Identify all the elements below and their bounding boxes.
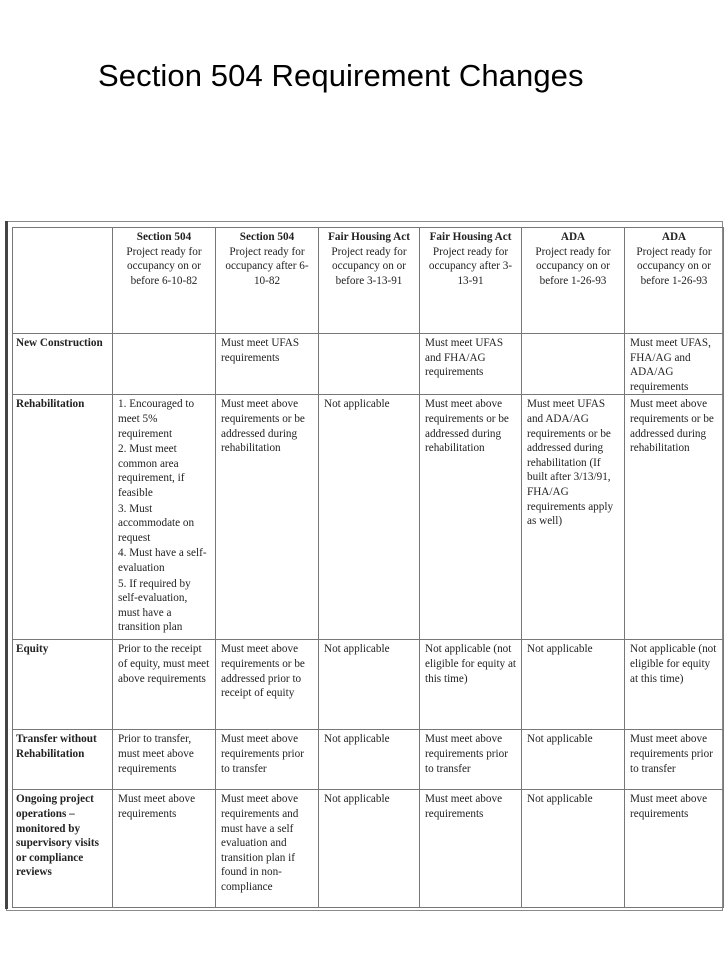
table-cell: Must meet above requirements [625,790,724,908]
column-title: ADA [661,231,687,243]
table-cell: Must meet above requirements [113,790,216,908]
table-row [13,334,724,395]
column-subtitle: Project ready for occupancy on or before 1-26-93 [636,245,712,287]
table-cell: Must meet above requirements or be addressed during rehabilitation [216,395,319,640]
column-subtitle: Project ready for occupancy on or before 3-13-91 [331,245,407,287]
table-cell: Not applicable [319,395,420,640]
table-cell: Not applicable (not eligible for equity at this time) [625,640,724,730]
column-header [420,228,522,334]
table-cell: Not applicable [522,730,625,790]
table-cell: Not applicable [319,790,420,908]
table-cell: Must meet above requirements or be addressed prior to receipt of equity [216,640,319,730]
column-title: Fair Housing Act [328,231,410,243]
list-item: 3. Must accommodate on request [118,502,195,544]
column-subtitle: Project ready for occupancy on or before 6-10-82 [126,245,202,287]
table-cell [113,395,216,640]
column-header [113,228,216,334]
table-cell: Must meet UFAS and FHA/AG requirements [420,334,522,395]
table-row [13,395,724,640]
row-label: New Construction [13,334,113,395]
table-row [13,790,724,908]
row-label: Equity [13,640,113,730]
table-cell: Prior to transfer, must meet above requirements [113,730,216,790]
row-label: Rehabilitation [13,395,113,640]
table-cell: Must meet above requirements or be addressed during rehabilitation [625,395,724,640]
slide-title: Section 504 Requirement Changes [98,58,584,93]
column-title: Fair Housing Act [429,231,512,243]
list-item: 4. Must have a self-evaluation [118,547,207,574]
list-item: 2. Must meet common area requirement, if feasible [118,443,185,499]
table-cell: Must meet above requirements or be addressed during rehabilitation [420,395,522,640]
table-cell: Must meet UFAS and ADA/AG requirements or be addressed during rehabilitation (If built after 3/13/91, FHA/AG requirements apply as well) [522,395,625,640]
table-cell [113,334,216,395]
column-title: Section 504 [239,231,295,243]
column-header [216,228,319,334]
column-title: ADA [560,231,586,243]
column-subtitle: Project ready for occupancy after 3-13-91 [428,245,513,287]
table-cell: Not applicable (not eligible for equity at this time) [420,640,522,730]
table-cell [319,334,420,395]
column-header [522,228,625,334]
corner-cell [13,228,113,334]
requirements-table [12,227,724,908]
table-cell: Not applicable [522,790,625,908]
header-row [13,228,724,334]
row-label: Transfer without Rehabilitation [13,730,113,790]
table-cell: Must meet above requirements and must have a self evaluation and transition plan if found in non-compliance [216,790,319,908]
list-item: 1. Encouraged to meet 5% requirement [118,398,195,440]
table-cell: Not applicable [319,640,420,730]
table-row [13,640,724,730]
table-cell [522,334,625,395]
list-item: 5. If required by self-evaluation, must have a transition plan [118,577,191,634]
table-cell: Not applicable [522,640,625,730]
column-header [319,228,420,334]
table-cell: Must meet UFAS requirements [216,334,319,395]
table-row [13,730,724,790]
column-title: Section 504 [136,231,192,243]
table-cell: Must meet above requirements prior to transfer [216,730,319,790]
column-subtitle: Project ready for occupancy on or before 1-26-93 [535,245,611,287]
table-cell: Must meet above requirements prior to transfer [420,730,522,790]
row-label: Ongoing project operations – monitored by supervisory visits or compliance reviews [13,790,113,908]
table-cell: Must meet above requirements prior to transfer [625,730,724,790]
column-header [625,228,724,334]
table-cell: Must meet above requirements [420,790,522,908]
table-cell: Prior to the receipt of equity, must meet above requirements [113,640,216,730]
column-subtitle: Project ready for occupancy after 6-10-82 [225,245,309,287]
table-cell: Not applicable [319,730,420,790]
table-cell: Must meet UFAS, FHA/AG and ADA/AG requirements [625,334,724,395]
